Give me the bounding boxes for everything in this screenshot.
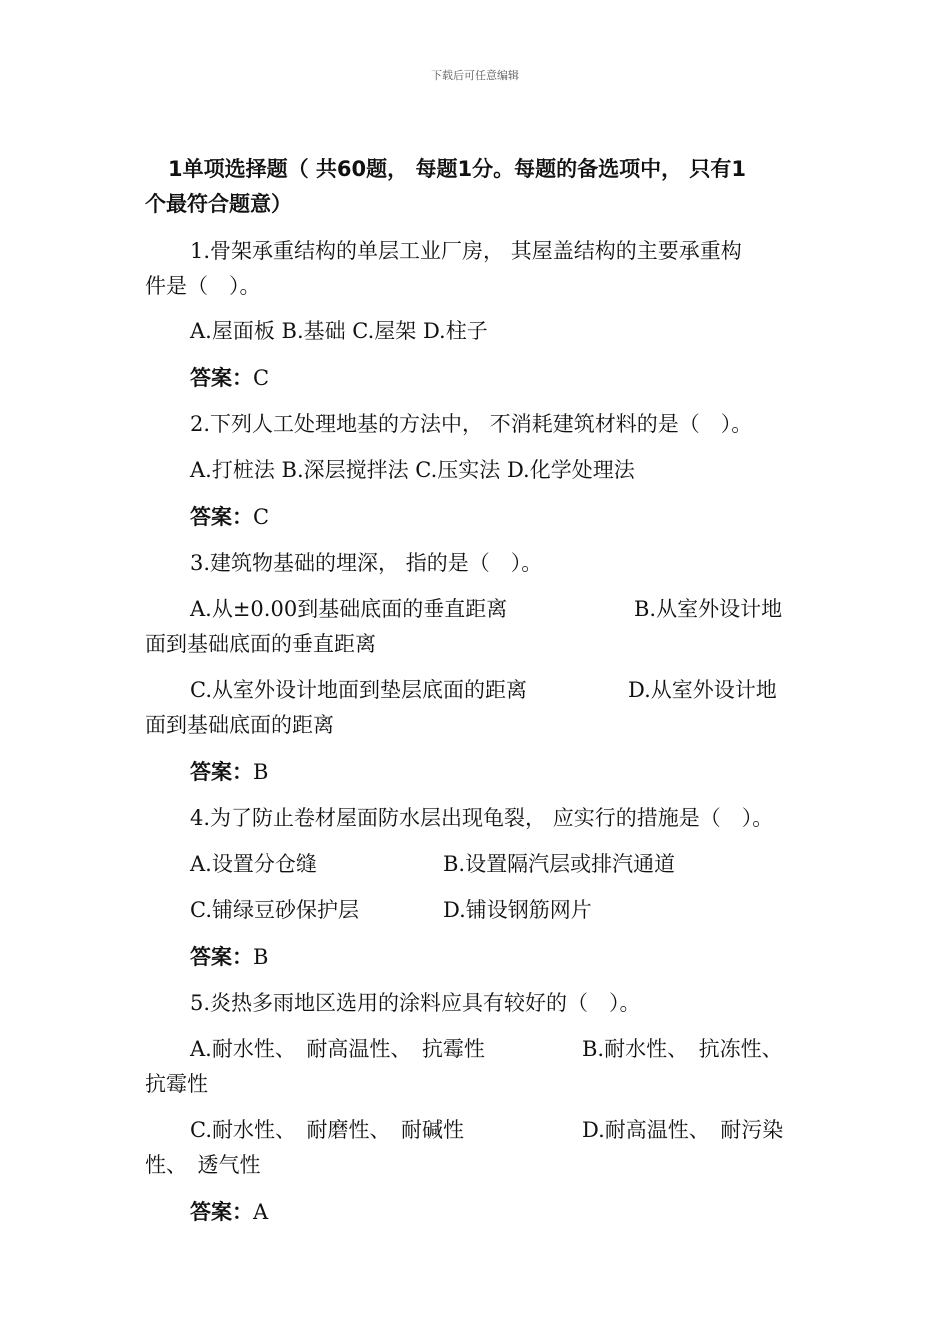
answer-label: 答案： <box>190 945 253 969</box>
question-5-option-c: C.耐水性、 耐磨性、 耐碱性 <box>190 1118 464 1142</box>
question-5-option-b-cont: 抗霉性 <box>145 1072 208 1096</box>
question-2-stem: 2.下列人工处理地基的方法中， 不消耗建筑材料的是（ ）。 <box>190 412 753 436</box>
question-5-option-d-cont: 性、 透气性 <box>145 1153 261 1177</box>
question-3-option-d: D.从室外设计地 <box>628 678 777 702</box>
question-2-answer <box>190 501 269 531</box>
question-4-option-b: B.设置隔汽层或排汽通道 <box>443 852 676 876</box>
question-3-option-b-cont: 面到基础底面的垂直距离 <box>145 632 376 656</box>
question-4-option-d: D.铺设钢筋网片 <box>443 898 592 922</box>
answer-value: B <box>253 760 269 784</box>
answer-value: C <box>253 366 270 390</box>
question-4-option-c: C.铺绿豆砂保护层 <box>190 898 359 922</box>
question-3-option-b: B.从室外设计地 <box>634 597 783 621</box>
answer-label: 答案： <box>190 366 253 390</box>
question-5-option-b: B.耐水性、 抗冻性、 <box>582 1037 783 1061</box>
question-3-option-a: A.从±0.00到基础底面的垂直距离 <box>190 597 508 621</box>
question-3-stem: 3.建筑物基础的埋深， 指的是（ ）。 <box>190 551 543 575</box>
question-3-answer <box>190 756 268 786</box>
answer-value: B <box>253 945 269 969</box>
question-3-option-d-cont: 面到基础底面的距离 <box>145 713 334 737</box>
question-1-options: A.屋面板 B.基础 C.屋架 D.柱子 <box>190 319 488 343</box>
question-4-stem: 4.为了防止卷材屋面防水层出现龟裂， 应实行的措施是（ ）。 <box>190 806 774 830</box>
question-3-option-c: C.从室外设计地面到垫层底面的距离 <box>190 678 527 702</box>
answer-label: 答案： <box>190 1200 253 1224</box>
answer-value: A <box>253 1200 269 1224</box>
answer-label: 答案： <box>190 760 253 784</box>
section-title-line2: 个最符合题意） <box>145 192 292 216</box>
question-1-stem-cont: 件是（ ）。 <box>145 274 261 298</box>
answer-label: 答案： <box>190 505 253 529</box>
section-title-line1: 1单项选择题（ 共60题， 每题1分。每题的备选项中， 只有1 <box>168 157 746 181</box>
answer-value: C <box>253 505 270 529</box>
question-5-option-a: A.耐水性、 耐高温性、 抗霉性 <box>190 1037 485 1061</box>
question-1-answer <box>190 362 269 392</box>
question-4-option-a: A.设置分仓缝 <box>190 852 317 876</box>
page-header: 下载后可任意编辑 <box>431 69 519 82</box>
question-5-option-d: D.耐高温性、 耐污染 <box>582 1118 784 1142</box>
question-5-answer <box>190 1196 268 1226</box>
question-4-answer <box>190 941 268 971</box>
question-5-stem: 5.炎热多雨地区选用的涂料应具有较好的（ ）。 <box>190 991 641 1015</box>
question-2-options: A.打桩法 B.深层搅拌法 C.压实法 D.化学处理法 <box>190 458 635 482</box>
question-1-stem: 1.骨架承重结构的单层工业厂房， 其屋盖结构的主要承重构 <box>190 239 742 263</box>
